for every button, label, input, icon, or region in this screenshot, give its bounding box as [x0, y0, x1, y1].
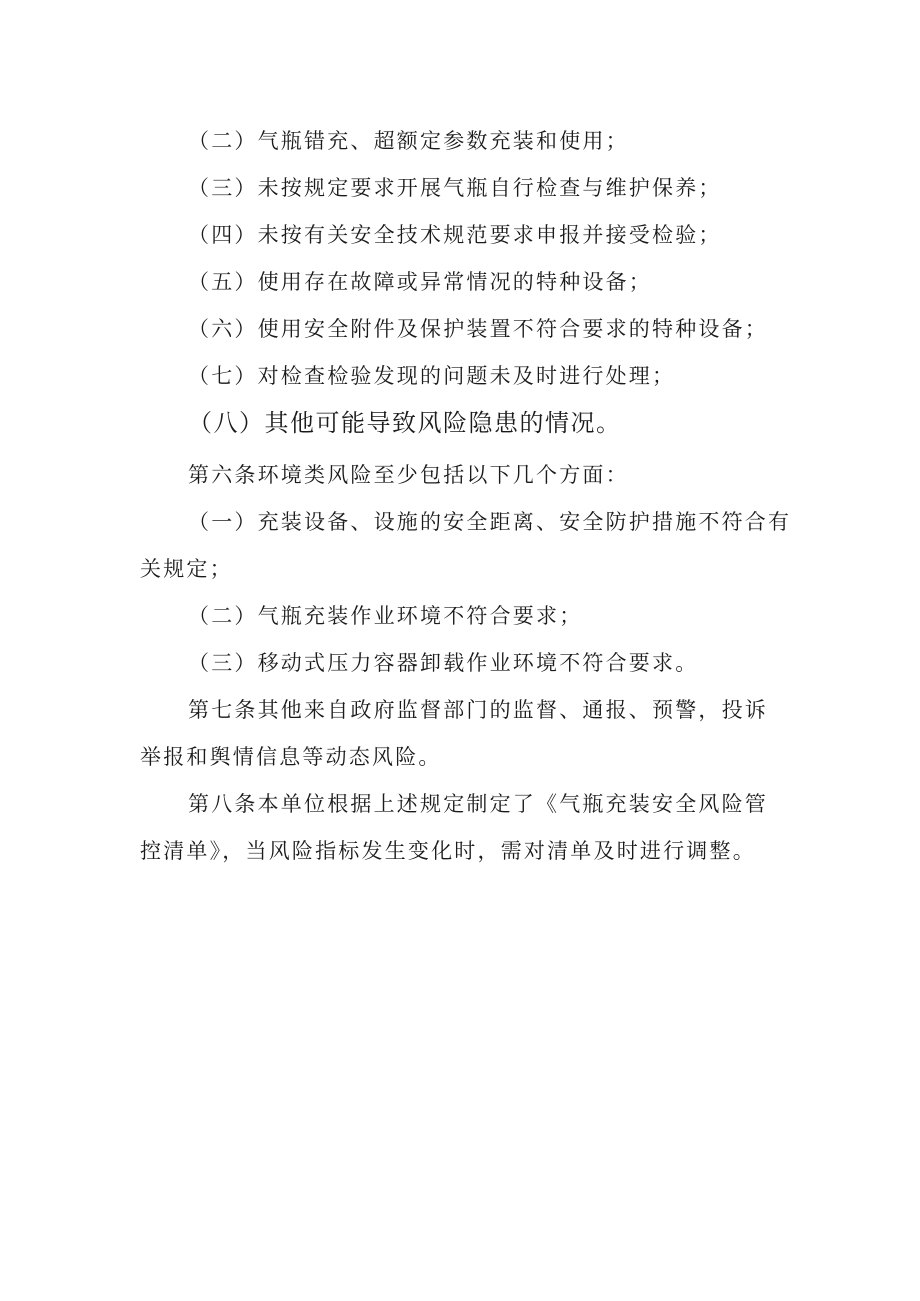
list-item-continuation: 关规定；: [140, 557, 233, 581]
list-item: （三）未按规定要求开展气瓶自行检查与维护保养；: [188, 176, 722, 200]
list-item: （五）使用存在故障或异常情况的特种设备；: [188, 270, 652, 294]
list-item: （一）充装设备、设施的安全距离、安全防护措施不符合有: [188, 510, 792, 534]
list-item: （二）气瓶错充、超额定参数充装和使用；: [188, 129, 629, 153]
list-item: （二）气瓶充装作业环境不符合要求；: [188, 604, 583, 628]
list-item: （六）使用安全附件及保护装置不符合要求的特种设备；: [188, 317, 768, 341]
document-body: [140, 118, 792, 875]
article-paragraph-continuation: 举报和舆情信息等动态风险。: [140, 745, 442, 769]
article-paragraph: 第八条本单位根据上述规定制定了《气瓶充装安全风险管: [188, 792, 768, 816]
article-paragraph: 第七条其他来自政府监督部门的监督、通报、预警，投诉: [188, 698, 768, 722]
article-paragraph-continuation: 控清单》，当风险指标发生变化时，需对清单及时进行调整。: [140, 839, 756, 863]
list-item: （三）移动式压力容器卸载作业环境不符合要求。: [188, 651, 699, 675]
list-item: （七）对检查检验发现的问题未及时进行处理；: [188, 364, 676, 388]
list-item: （四）未按有关安全技术规范要求申报并接受检验；: [188, 223, 722, 247]
article-heading: 第六条环境类风险至少包括以下几个方面：: [188, 463, 629, 487]
list-item: （八）其他可能导致风险隐患的情况。: [188, 409, 622, 437]
